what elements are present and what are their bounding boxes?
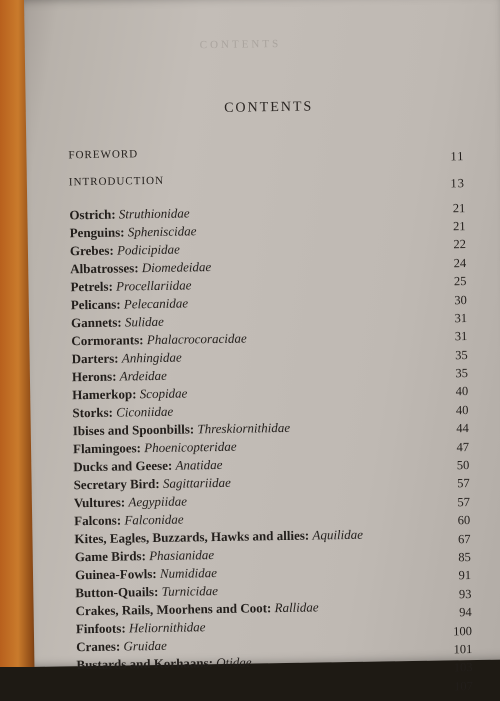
entry-label xyxy=(74,527,363,547)
entry-bird-name: Game Birds: xyxy=(75,548,146,564)
entry-family-name: Podicipidae xyxy=(117,242,180,258)
entry-bird-name: Flamingoes: xyxy=(73,440,141,456)
entry-bird-name: Petrels: xyxy=(70,279,113,295)
entry-label xyxy=(76,638,167,654)
entry-bird-name: Finfoots: xyxy=(76,620,126,636)
entry-page-number: 93 xyxy=(459,587,472,602)
entry-label xyxy=(69,205,189,222)
entry-family-name: Phasianidae xyxy=(149,547,214,563)
entry-label xyxy=(71,295,189,312)
entry-bird-name: Bustards and Korhaans: xyxy=(76,655,213,672)
entry-label xyxy=(70,223,197,240)
entry-page-number: 94 xyxy=(459,605,472,620)
entry-label xyxy=(72,404,173,421)
entry-bird-name: Gannets: xyxy=(71,315,122,331)
entry-bird-name: Crakes, Rails, Moorhens and Coot: xyxy=(75,600,271,618)
entry-bird-name: INTRODUCTION xyxy=(69,175,164,188)
entry-label xyxy=(72,385,187,402)
entry-family-name: Sagittariidae xyxy=(163,475,231,491)
entry-label xyxy=(76,655,251,673)
entry-family-name: Phoenicopteridae xyxy=(144,439,237,455)
entry-label xyxy=(68,148,138,161)
entry-family-name: Pelecanidae xyxy=(124,295,188,311)
entry-label xyxy=(75,583,218,600)
entry-label xyxy=(70,242,180,259)
show-through-header: CONTENTS xyxy=(200,38,282,51)
entry-page-number: 57 xyxy=(457,476,470,491)
entry-bird-name: Ostrich: xyxy=(69,207,115,223)
entry-page-number: 57 xyxy=(457,495,470,510)
entry-page-number: 24 xyxy=(454,256,467,271)
entry-family-name: Anatidae xyxy=(175,457,222,473)
entry-page-number: 31 xyxy=(454,311,467,326)
entry-family-name: Rallidae xyxy=(274,599,318,615)
entry-label xyxy=(70,277,191,294)
entry-bird-name: Grebes: xyxy=(70,243,114,259)
entry-family-name: Ciconiidae xyxy=(116,404,173,420)
entry-page-number: 91 xyxy=(458,568,471,583)
entry-page-number: 21 xyxy=(453,201,466,216)
entry-label xyxy=(73,420,291,438)
entry-bird-name: Ibises and Spoonbills: xyxy=(73,421,195,438)
contents-entry xyxy=(68,143,464,161)
contents-heading: CONTENTS xyxy=(26,96,500,120)
entry-label xyxy=(73,439,237,457)
entry-family-name: Sulidae xyxy=(125,314,164,330)
entry-page-number: 21 xyxy=(453,219,466,234)
entry-bird-name: Ducks and Geese: xyxy=(73,458,172,475)
entry-page-number: 100 xyxy=(453,624,472,639)
entry-page-number: 107 xyxy=(454,679,473,694)
entry-bird-name: Pelicans: xyxy=(71,297,121,313)
entry-page-number: 30 xyxy=(454,293,467,308)
entry-family-name: Gruidae xyxy=(123,638,167,654)
entry-label xyxy=(72,350,182,367)
entry-family-name: Otidae xyxy=(216,655,252,671)
entry-bird-name: Vultures: xyxy=(74,494,126,510)
entry-family-name: Ardeidae xyxy=(120,368,167,384)
entry-page-number: 60 xyxy=(458,513,471,528)
entry-family-name: Anhingidae xyxy=(122,350,182,366)
entry-page-number: 103 xyxy=(454,660,473,675)
entry-label xyxy=(73,457,222,474)
entry-bird-name: Herons: xyxy=(72,369,117,385)
entry-label xyxy=(71,314,164,330)
entry-page-number: 85 xyxy=(458,550,471,565)
entry-bird-name: Falcons: xyxy=(74,513,121,529)
entry-family-name: Scopidae xyxy=(140,385,188,401)
entry-page-number: 22 xyxy=(453,237,466,252)
entry-label xyxy=(72,368,167,384)
entry-page-number: 35 xyxy=(455,348,468,363)
entry-family-name: Phalacrocoracidae xyxy=(147,331,247,348)
entry-page-number: 40 xyxy=(456,384,469,399)
entry-page-number: 13 xyxy=(450,176,465,191)
entry-page-number: 47 xyxy=(456,440,469,455)
entry-family-name: Diomedeidae xyxy=(142,259,212,275)
entry-label xyxy=(75,547,215,564)
contents-entry xyxy=(69,170,465,188)
entry-page-number: 67 xyxy=(458,532,471,547)
entry-bird-name: Storks: xyxy=(72,405,113,421)
entry-page-number: 11 xyxy=(450,149,464,164)
entry-label xyxy=(74,475,231,492)
entry-page-number: 35 xyxy=(455,366,468,381)
contents-entry xyxy=(76,651,472,673)
entry-label xyxy=(75,565,217,582)
entry-label xyxy=(74,494,187,511)
entry-family-name: Procellariidae xyxy=(116,277,192,293)
entry-bird-name: Hamerkop: xyxy=(72,386,137,402)
entry-family-name: Aegypiidae xyxy=(128,494,187,510)
entry-bird-name: Guinea-Fowls: xyxy=(75,566,157,582)
entry-bird-name: Cranes: xyxy=(76,639,120,655)
entry-family-name: Struthionidae xyxy=(119,205,190,221)
entry-bird-name: FOREWORD xyxy=(68,148,138,161)
entry-label xyxy=(70,259,211,276)
entry-bird-name: Secretary Bird: xyxy=(74,476,160,492)
entry-page-number: 50 xyxy=(457,458,470,473)
entry-bird-name: Button-Quails: xyxy=(75,584,158,600)
entry-family-name: Threskiornithidae xyxy=(197,420,290,436)
entry-page-number: 44 xyxy=(456,421,469,436)
entry-family-name: Spheniscidae xyxy=(128,223,197,239)
entry-family-name: Turnicidae xyxy=(162,583,219,599)
entry-family-name: Aquilidae xyxy=(312,527,363,543)
entry-page-number: 101 xyxy=(453,642,472,657)
entry-bird-name: Kites, Eagles, Buzzards, Hawks and allies: xyxy=(74,528,309,547)
entry-page-number: 40 xyxy=(456,403,469,418)
entry-family-name: Falconidae xyxy=(124,512,183,528)
entry-family-name: Numididae xyxy=(160,565,217,581)
entry-page-number: 31 xyxy=(455,329,468,344)
entry-label xyxy=(69,175,164,188)
entry-page-number: 25 xyxy=(454,274,467,289)
entry-family-name: Heliornithidae xyxy=(129,619,206,635)
entry-bird-name: Albatrosses: xyxy=(70,260,139,276)
entry-bird-name: Cormorants: xyxy=(71,332,143,348)
entry-label xyxy=(71,331,247,349)
entry-bird-name: Penguins: xyxy=(70,224,125,240)
entry-label xyxy=(74,512,184,529)
entry-label xyxy=(76,619,206,636)
entry-bird-name: Darters: xyxy=(72,351,119,367)
entry-label xyxy=(75,599,318,618)
book-page xyxy=(24,0,500,667)
